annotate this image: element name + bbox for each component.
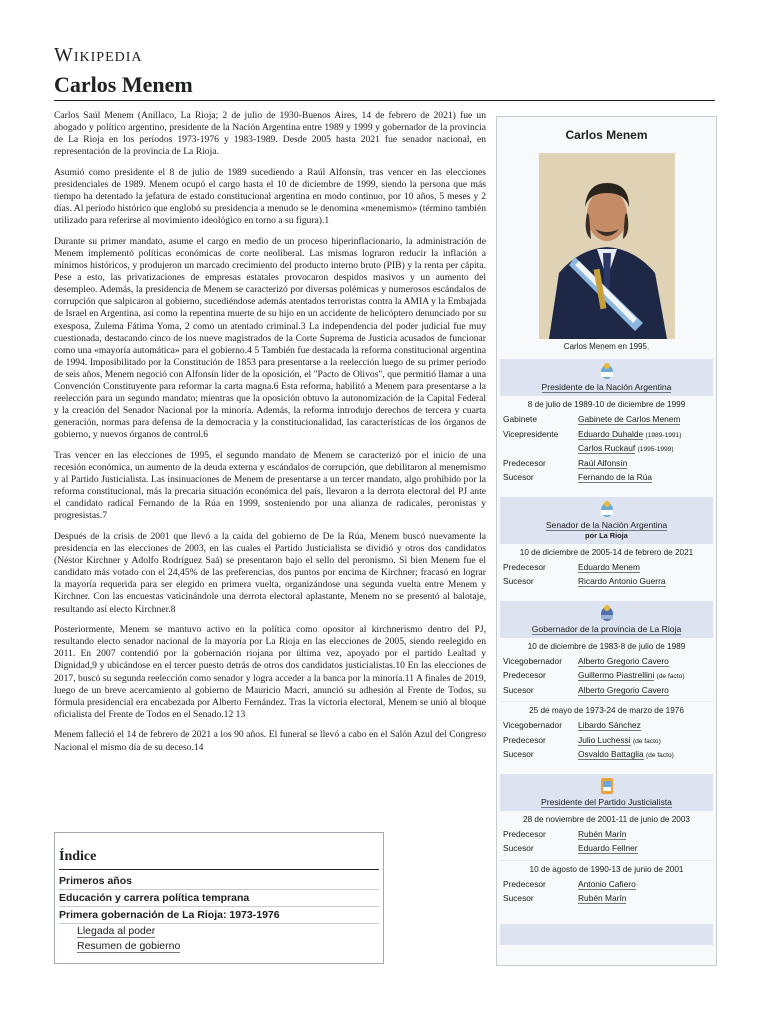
paragraph: Después de la crisis de 2001 que llevó a la caída del gobierno de De la Rúa, Menem buscó nuevamente la presidencia en las elecciones de 2003, en las cuales el Partido Justicialista se dividió y otros dos candidatos (Néstor Kirchner y Adolfo Rodríguez Saá) se presentaron bajo el sello del peronismo. Si bien Menem fue el candidato más votado con el 24,45% de las preferencias, dos puntos por encima de Kirchner; fracasó en lograr la mayoría requerida para ser elegido en primera vuelta, organizándose una segunda vuelta entre Menem y Kirchner. Con las encuestas vaticinándole una derrota electoral aplastante, Menem no se presentó al balotaje, resultando así electo Kirchner.8	[54, 531, 486, 615]
page-title: Carlos Menem	[54, 72, 193, 97]
infobox-row: Sucesor Alberto Gregorio Cavero	[503, 684, 669, 695]
infobox-row: Vicegobernador Alberto Gregorio Cavero	[503, 655, 669, 666]
paragraph: Menem falleció el 14 de febrero de 2021 a los 90 años. El funeral se llevó a cabo en el Salón Azul del Congreso Nacional el mismo día de su deceso.14	[54, 729, 486, 753]
infobox-row: Vicepresidente Eduardo Duhalde (1989-1991) Carlos Ruckauf (1995-1999)	[503, 428, 682, 453]
toc-subitem[interactable]: Resumen de gobierno	[77, 940, 181, 952]
toc-item[interactable]: Educación y carrera política temprana	[59, 890, 379, 907]
infobox-row: Sucesor Rubén Marín	[503, 893, 627, 903]
infobox-link[interactable]: Raúl Alfonsín	[578, 457, 628, 468]
infobox-link[interactable]: Antonio Cafiero	[578, 878, 636, 889]
infobox-link[interactable]: Alberto Gregorio Cavero	[578, 684, 669, 695]
article-body	[54, 110, 486, 762]
infobox-row: Predecesor Antonio Cafiero	[503, 878, 636, 889]
infobox-row: Predecesor Guillermo Piastrellini (de facto)	[503, 670, 685, 680]
infobox-link[interactable]: Guillermo Piastrellini	[578, 670, 655, 680]
infobox-row: Sucesor Osvaldo Battaglia (de facto)	[503, 749, 674, 759]
term-dates: 10 de agosto de 1990-13 de junio de 2001	[500, 860, 713, 877]
infobox-row: Predecesor Julio Luchessi (de facto)	[503, 734, 661, 745]
term-dates: 10 de diciembre de 1983-8 de julio de 1989	[527, 641, 686, 651]
infobox-link[interactable]: Alberto Gregorio Cavero	[578, 655, 669, 666]
infobox-row: Gabinete Gabinete de Carlos Menem	[503, 414, 681, 424]
toc-item[interactable]: Primeros años	[59, 873, 379, 890]
portrait-photo	[539, 153, 675, 339]
infobox	[496, 116, 717, 966]
infobox-row: Vicegobernador Libardo Sánchez	[503, 720, 641, 730]
term-dates: 28 de noviembre de 2001-11 de junio de 2003	[523, 814, 690, 824]
toc-title: Índice	[59, 849, 97, 864]
toc-subitem[interactable]: Llegada al poder	[77, 925, 156, 937]
section-title[interactable]: Presidente del Partido Justicialista	[541, 796, 672, 807]
office-governor	[500, 601, 713, 762]
pj-emblem-icon	[599, 777, 615, 795]
la-rioja-emblem-icon	[600, 604, 614, 622]
infobox-row: Predecesor Rubén Marín	[503, 828, 627, 839]
infobox-name: Carlos Menem	[565, 128, 648, 142]
section-title[interactable]: Gobernador de la provincia de La Rioja	[531, 623, 682, 634]
office-senator	[500, 497, 713, 589]
term-dates: 10 de diciembre de 2005-14 de febrero de 2021	[519, 547, 694, 557]
section-header	[500, 497, 713, 544]
section-header	[500, 601, 713, 638]
infobox-link[interactable]: Eduardo Fellner	[578, 843, 638, 853]
section-header	[500, 924, 713, 945]
table-of-contents	[54, 832, 384, 964]
paragraph: Asumió como presidente el 8 de julio de 1989 sucediendo a Raúl Alfonsín, tras vencer en las elecciones presidenciales de 1989. Menem ocupó el cargo hasta el 10 de diciembre de 1999, siendo la persona que más tiempo ha detentado la jefatura de estado constitucional argentina en modo continuo, por 10 años, 5 meses y 2 días. Al período histórico que englobó su presidencia a menudo se le denomina «menemismo» (término también utilizado para referirse al movimiento ideológico en torno a su figura).1	[54, 166, 486, 227]
infobox-row: Sucesor Eduardo Fellner	[503, 843, 638, 853]
infobox-row: Predecesor Raúl Alfonsín	[503, 457, 628, 468]
term-dates: 8 de julio de 1989-10 de diciembre de 1999	[527, 400, 686, 409]
argentina-emblem-icon	[600, 362, 614, 380]
infobox-link[interactable]: Eduardo Menem	[578, 561, 640, 572]
infobox-link[interactable]: Rubén Marín	[578, 828, 627, 839]
infobox-link[interactable]: Fernando de la Rúa	[578, 472, 653, 482]
paragraph: Durante su primer mandato, asume el cargo en medio de un proceso hiperinflacionario, la administración de Menem implementó políticas económicas de corte neoliberal. Las mismas lograron reducir la inflación a mínimos históricos, y produjeron un marcado crecimiento del producto interno bruto (PIB) y la renta per cápita. Pese a esto, las privatizaciones de empresas estatales provocaron despidos masivos y un aumento del desempleo. Además, la presidencia de Menem se caracterizó por diversas polémicas y numerosos escándalos de corrupción que salpicaron al gobierno, sucediéndose además atentados terroristas contra la AMIA y la Embajada de Israel en Argentina, así como la repentina muerte de su hijo en un accidente de helicóptero denunciado por su exesposa, Zulema Fátima Yoma, 2 como un atentado criminal.3 La independencia del poder judicial fue muy cuestionada, destacando cinco de los nueve magistrados de la Corte Suprema de Justicia acusados de funcionar como una «mayoría automática» para el gobierno.4 5 También fue destacada la reforma constitucional argentina de 1994. Imposibilitado por la Constitución de 1853 para presentarse a la reelección luego de su primer período de seis años, Menem negoció con Alfonsín líder de la oposición, el "Pacto de Olivos", que permitió llamar a una Convención Constituyente para reformar la carta magna.6 Esta reforma, habilitó a Menem para presentarse a la reelección para un segundo mandato; mientras que la oposición obtuvo la autonomización de la Capital Federal y la creación del Senador Nacional por la minoría. Además, la reforma introdujo derechos de tercera y cuarta generación, normas para defensa de la democracia y la constitucionalidad, las características de los órganos de gobierno, y nuevos órganos de control.6	[54, 235, 486, 441]
infobox-link[interactable]: Carlos Ruckauf	[578, 442, 636, 453]
paragraph: Carlos Saúl Menem (Anillaco, La Rioja; 2 de julio de 1930-Buenos Aires, 14 de febrero de 2021) fue un abogado y político argentino, presidente de la Nación Argentina entre 1989 y 1999 y gobernador de la provincia de La Rioja en los períodos 1973-1976 y 1983-1989. Desde 2005 hasta 2021 fue senador nacional, en representación de la provincia de La Rioja.	[54, 110, 486, 158]
toc-divider	[59, 869, 379, 870]
section-title[interactable]: Senador de la Nación Argentina	[545, 519, 668, 530]
infobox-link[interactable]: Rubén Marín	[578, 893, 627, 903]
argentina-emblem-icon	[600, 500, 614, 518]
paragraph: Posteriormente, Menem se mantuvo activo en la política como opositor al kirchnerismo dentro del PJ, resultando electo senador nacional de la mayoría por La Rioja en las elecciones de 2005, siendo reelegido en 2011. En 2007 contendió por la gobernación riojana por última vez, apoyado por el partido Lealtad y Dignidad,9 y ubicándose en el tercer puesto detrás de otros dos candidatos justicialistas.10 En las elecciones de 2017, buscó su segunda reelección como senador y logra acceder a la banca por la minoría.11 A finales de 2019, luego de un breve acercamiento al gobierno de Mauricio Macri, anunció su adhesión al Frente de Todos, su fórmula presidencial era encabezada por Alberto Fernández. Tras la victoria electoral, Menem se unió al bloque oficialista del Frente de Todos en el Senado.12 13	[54, 624, 486, 720]
office-party-president	[500, 774, 713, 945]
infobox-link[interactable]: Libardo Sánchez	[578, 720, 641, 730]
infobox-link[interactable]: Osvaldo Battaglia	[578, 749, 644, 759]
wikipedia-wordmark[interactable]: Wikipedia	[54, 44, 143, 66]
infobox-row: Predecesor Eduardo Menem	[503, 561, 640, 572]
section-header	[500, 774, 713, 811]
section-header	[500, 359, 713, 396]
infobox-row: Sucesor Ricardo Antonio Guerra	[503, 576, 666, 586]
term-dates: 25 de mayo de 1973-24 de marzo de 1976	[500, 701, 713, 718]
infobox-link[interactable]: Julio Luchessi	[578, 734, 631, 745]
toc-item[interactable]: Primera gobernación de La Rioja: 1973-1976	[59, 907, 379, 924]
title-divider	[54, 100, 715, 101]
infobox-row: Sucesor Fernando de la Rúa	[503, 472, 653, 482]
infobox-link[interactable]: Gabinete de Carlos Menem	[578, 414, 681, 424]
infobox-link[interactable]: Ricardo Antonio Guerra	[578, 576, 666, 586]
office-president	[500, 359, 713, 485]
paragraph: Tras vencer en las elecciones de 1995, el segundo mandato de Menem se caracterizó por el inicio de una recesión económica, un aumento de la deuda externa y escándalos de corrupción, que debilitaron al menemismo y al Partido Justicialista. Las insinuaciones de Menem de presentarse a un tercer mandato, algo prohibido por la reforma constitucional, más la precaria situación económica del país, llevaron a la derrota electoral del PJ ante el candidato radical Fernando de la Rúa en 1999, sosteniendo por una alianza de radicales, peronistas y progresistas.7	[54, 449, 486, 522]
toc-list	[59, 873, 379, 954]
section-subtitle: por La Rioja	[585, 530, 628, 540]
portrait-caption: Carlos Menem en 1995.	[563, 342, 650, 351]
infobox-link[interactable]: Eduardo Duhalde	[578, 428, 644, 439]
section-title[interactable]: Presidente de la Nación Argentina	[541, 382, 672, 392]
